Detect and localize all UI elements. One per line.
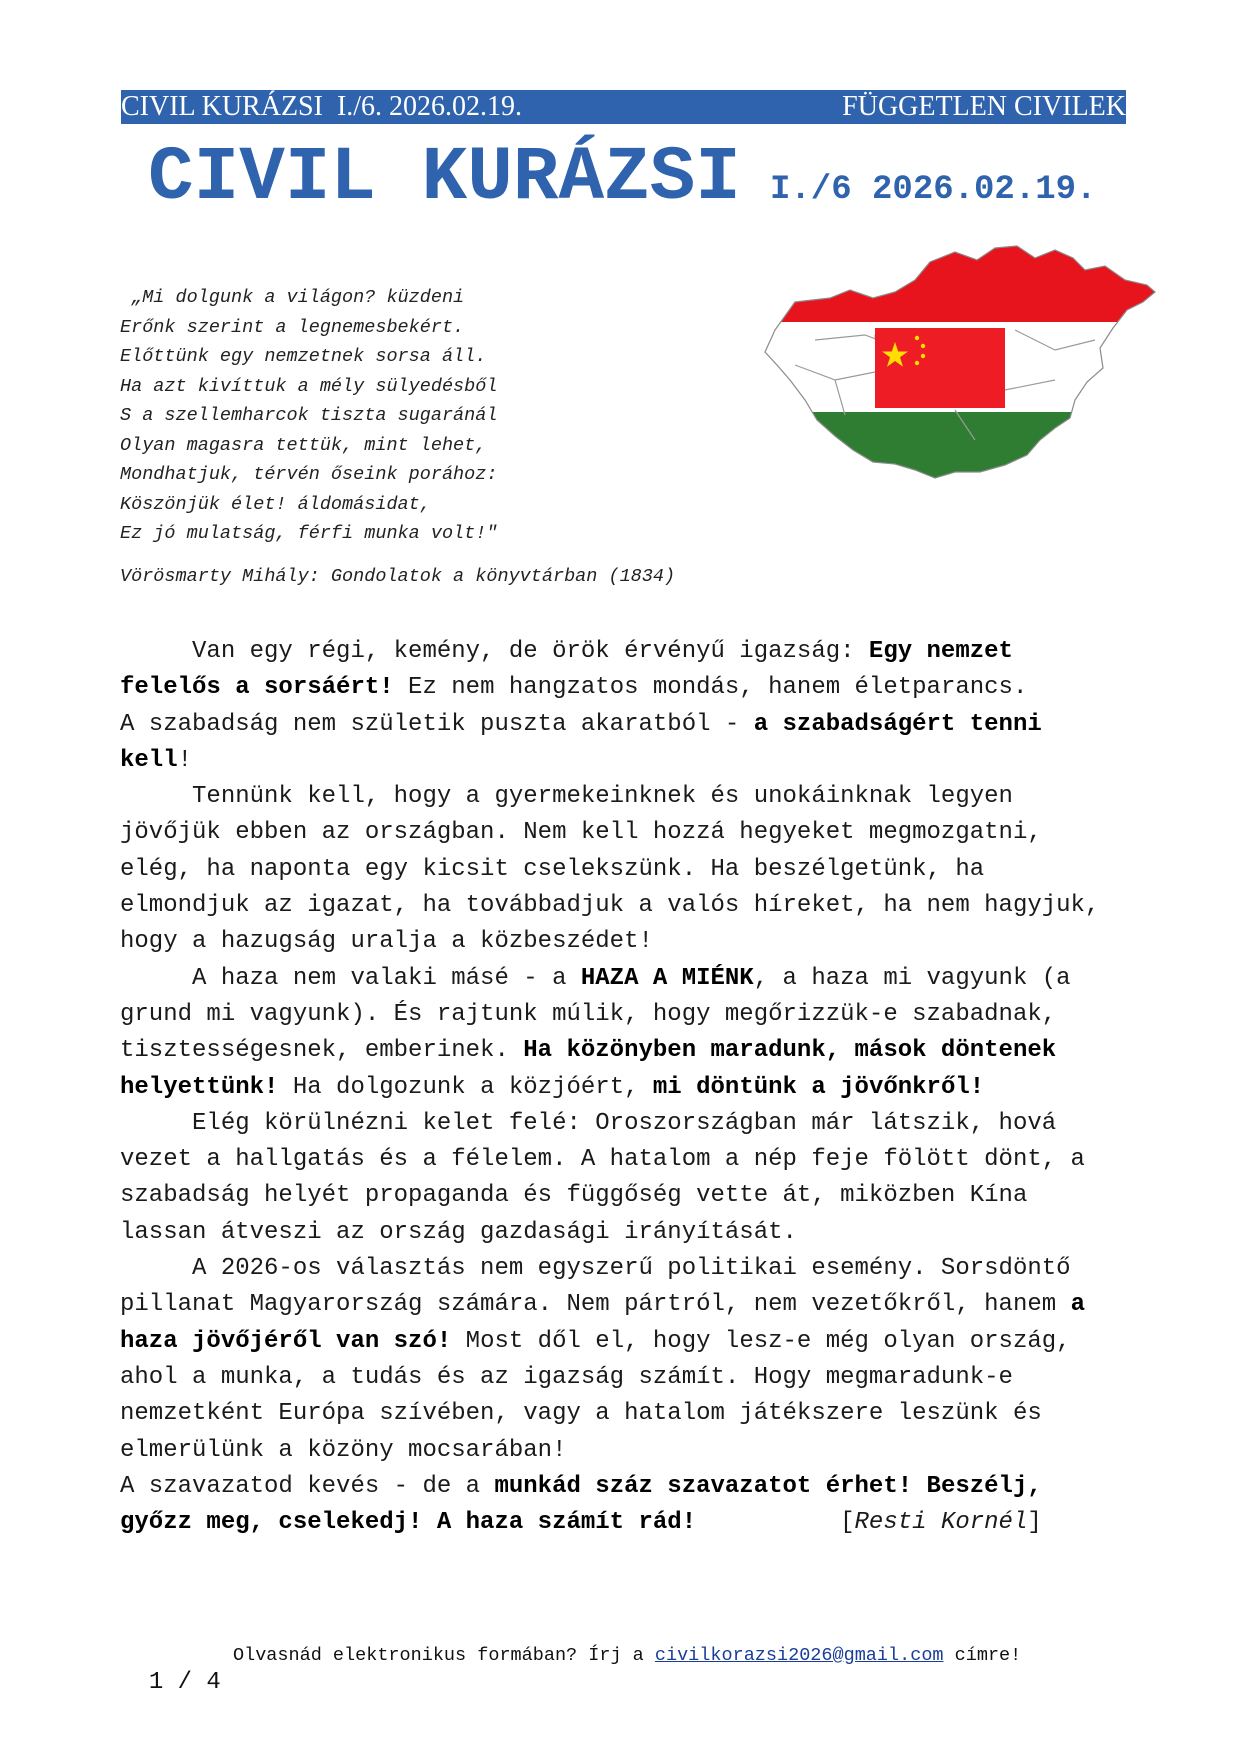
- article-line: [120, 1324, 1100, 1360]
- poem-line: Erőnk szerint a legnemesbekért.: [120, 316, 465, 338]
- china-flag-icon: [875, 328, 1005, 408]
- article-line: grund mi vagyunk). És rajtunk múlik, hogy megőrizzük-e szabadnak,: [120, 1000, 1057, 1028]
- text: Ha dolgozunk a közjóért,: [278, 1073, 653, 1101]
- bold-text: mi döntünk a jövőnkről!: [652, 1073, 985, 1101]
- poem-line: Köszönjük élet! áldomásidat,: [120, 493, 431, 515]
- article-body: [120, 634, 1100, 1541]
- text: címre!: [943, 1645, 1022, 1666]
- article-line: [120, 1505, 1100, 1541]
- article-line: elmondjuk az igazat, ha továbbadjuk a valós híreket, ha nem hagyjuk,: [120, 892, 1100, 920]
- article-line: [120, 1070, 1100, 1106]
- article-line: [120, 634, 1100, 670]
- hungary-map-image: [755, 240, 1165, 505]
- poem-line: Mondhatjuk, térvén őseink porához:: [120, 464, 498, 485]
- bold-text: kell: [120, 746, 178, 774]
- article-line: nemzetként Európa szívében, vagy a hatalom játékszere leszünk és: [120, 1400, 1042, 1428]
- bracket: ]: [1027, 1509, 1042, 1537]
- poem-line: Ha azt kivíttuk a mély sülyedésből: [120, 375, 498, 397]
- article-line: elég, ha naponta egy kicsit cselekszünk. Ha beszélgetünk, ha: [120, 855, 985, 883]
- masthead-title: CIVIL KURÁZSI: [148, 135, 741, 221]
- text: tisztességesnek, emberinek.: [120, 1037, 524, 1065]
- text: A szavazatod kevés - de a: [120, 1472, 495, 1500]
- masthead-issue: I./6 2026.02.19.: [770, 171, 1097, 209]
- header-right-text: FÜGGETLEN CIVILEK: [842, 91, 1126, 122]
- bold-text: Egy nemzet: [868, 638, 1013, 665]
- bold-text: felelős a sorsáért!: [120, 674, 394, 702]
- article-line: hogy a hazugság uralja a közbeszédet!: [120, 928, 653, 956]
- text: !: [177, 746, 193, 774]
- poem-line: Előttünk egy nemzetnek sorsa áll.: [120, 346, 487, 367]
- bold-text: helyettünk!: [120, 1073, 279, 1101]
- text: Ez nem hangzatos mondás, hanem életparancs.: [393, 674, 1028, 702]
- bold-text: HAZA A MIÉNK: [580, 964, 754, 992]
- bold-text: a: [1070, 1291, 1085, 1319]
- article-line: A 2026-os választás nem egyszerű politikai esemény. Sorsdöntő: [120, 1255, 1071, 1283]
- article-line: [120, 743, 1100, 779]
- header-left-text: CIVIL KURÁZSI I./6. 2026.02.19.: [121, 91, 523, 122]
- text: A szabadság nem születik puszta akaratból -: [120, 710, 754, 738]
- article-line: ahol a munka, a tudás és az igazság számít. Hogy megmaradunk-e: [120, 1363, 1013, 1391]
- poem-line: Ez jó mulatság, férfi munka volt!": [120, 523, 498, 544]
- page-number: 1 / 4: [148, 1669, 221, 1696]
- page-footer: [120, 1638, 1022, 1728]
- bold-text: haza jövőjéről van szó!: [120, 1327, 452, 1355]
- article-line: szabadság helyét propaganda és függőség vette át, miközben Kína: [120, 1182, 1028, 1210]
- article-line: [120, 1469, 1100, 1505]
- article-line: Tennünk kell, hogy a gyermekeinknek és unokáinknak legyen: [120, 783, 1013, 811]
- bold-text: Ha közönyben maradunk, mások döntenek: [523, 1037, 1057, 1065]
- bold-text: a szabadságért tenni: [753, 710, 1042, 738]
- article-line: [120, 707, 1100, 743]
- footer-message: [233, 1641, 1021, 1671]
- poem-line: „Mi dolgunk a világon? küzdeni: [120, 287, 465, 308]
- article-line: elmerülünk a közöny mocsarában!: [120, 1436, 567, 1464]
- text: Van egy régi, kemény, de örök érvényű igazság:: [120, 638, 869, 665]
- spacer: [696, 1509, 840, 1536]
- text: Most dől el, hogy lesz-e még olyan ország,: [451, 1327, 1071, 1355]
- bold-text: győzz meg, cselekedj! A haza számít rád!: [120, 1509, 697, 1537]
- bracket: [: [840, 1509, 855, 1537]
- text: , a haza mi vagyunk (a: [753, 964, 1071, 992]
- signature: Resti Kornél: [854, 1509, 1028, 1537]
- poem: [120, 283, 497, 549]
- article-line: [120, 670, 1100, 706]
- hungary-map-icon: [755, 240, 1165, 505]
- article-line: vezet a hallgatás és a félelem. A hatalom a nép feje fölött dönt, a: [120, 1146, 1085, 1174]
- article-line: Elég körülnézni kelet felé: Oroszországban már látszik, hová: [120, 1109, 1057, 1137]
- text: Olvasnád elektronikus formában? Írj a: [233, 1645, 655, 1666]
- poem-citation: Vörösmarty Mihály: Gondolatok a könyvtárban (1834): [120, 566, 676, 587]
- text: pillanat Magyarország számára. Nem pártról, nem vezetőkről, hanem: [120, 1291, 1071, 1319]
- article-line: lassan átveszi az ország gazdasági irányítását.: [120, 1218, 797, 1246]
- article-line: jövőjük ebben az országban. Nem kell hozzá hegyeket megmozgatni,: [120, 819, 1042, 847]
- header-bar: [121, 90, 1126, 124]
- email-link[interactable]: civilkorazsi2026@gmail.com: [654, 1645, 944, 1666]
- poem-line: Olyan magasra tettük, mint lehet,: [120, 434, 487, 456]
- bold-text: munkád száz szavazatot érhet! Beszélj,: [494, 1472, 1042, 1500]
- article-line: [120, 1033, 1100, 1069]
- text: A haza nem valaki másé - a: [120, 964, 581, 992]
- article-line: [120, 1287, 1100, 1323]
- poem-line: S a szellemharcok tiszta sugaránál: [120, 405, 498, 426]
- article-line: [120, 961, 1100, 997]
